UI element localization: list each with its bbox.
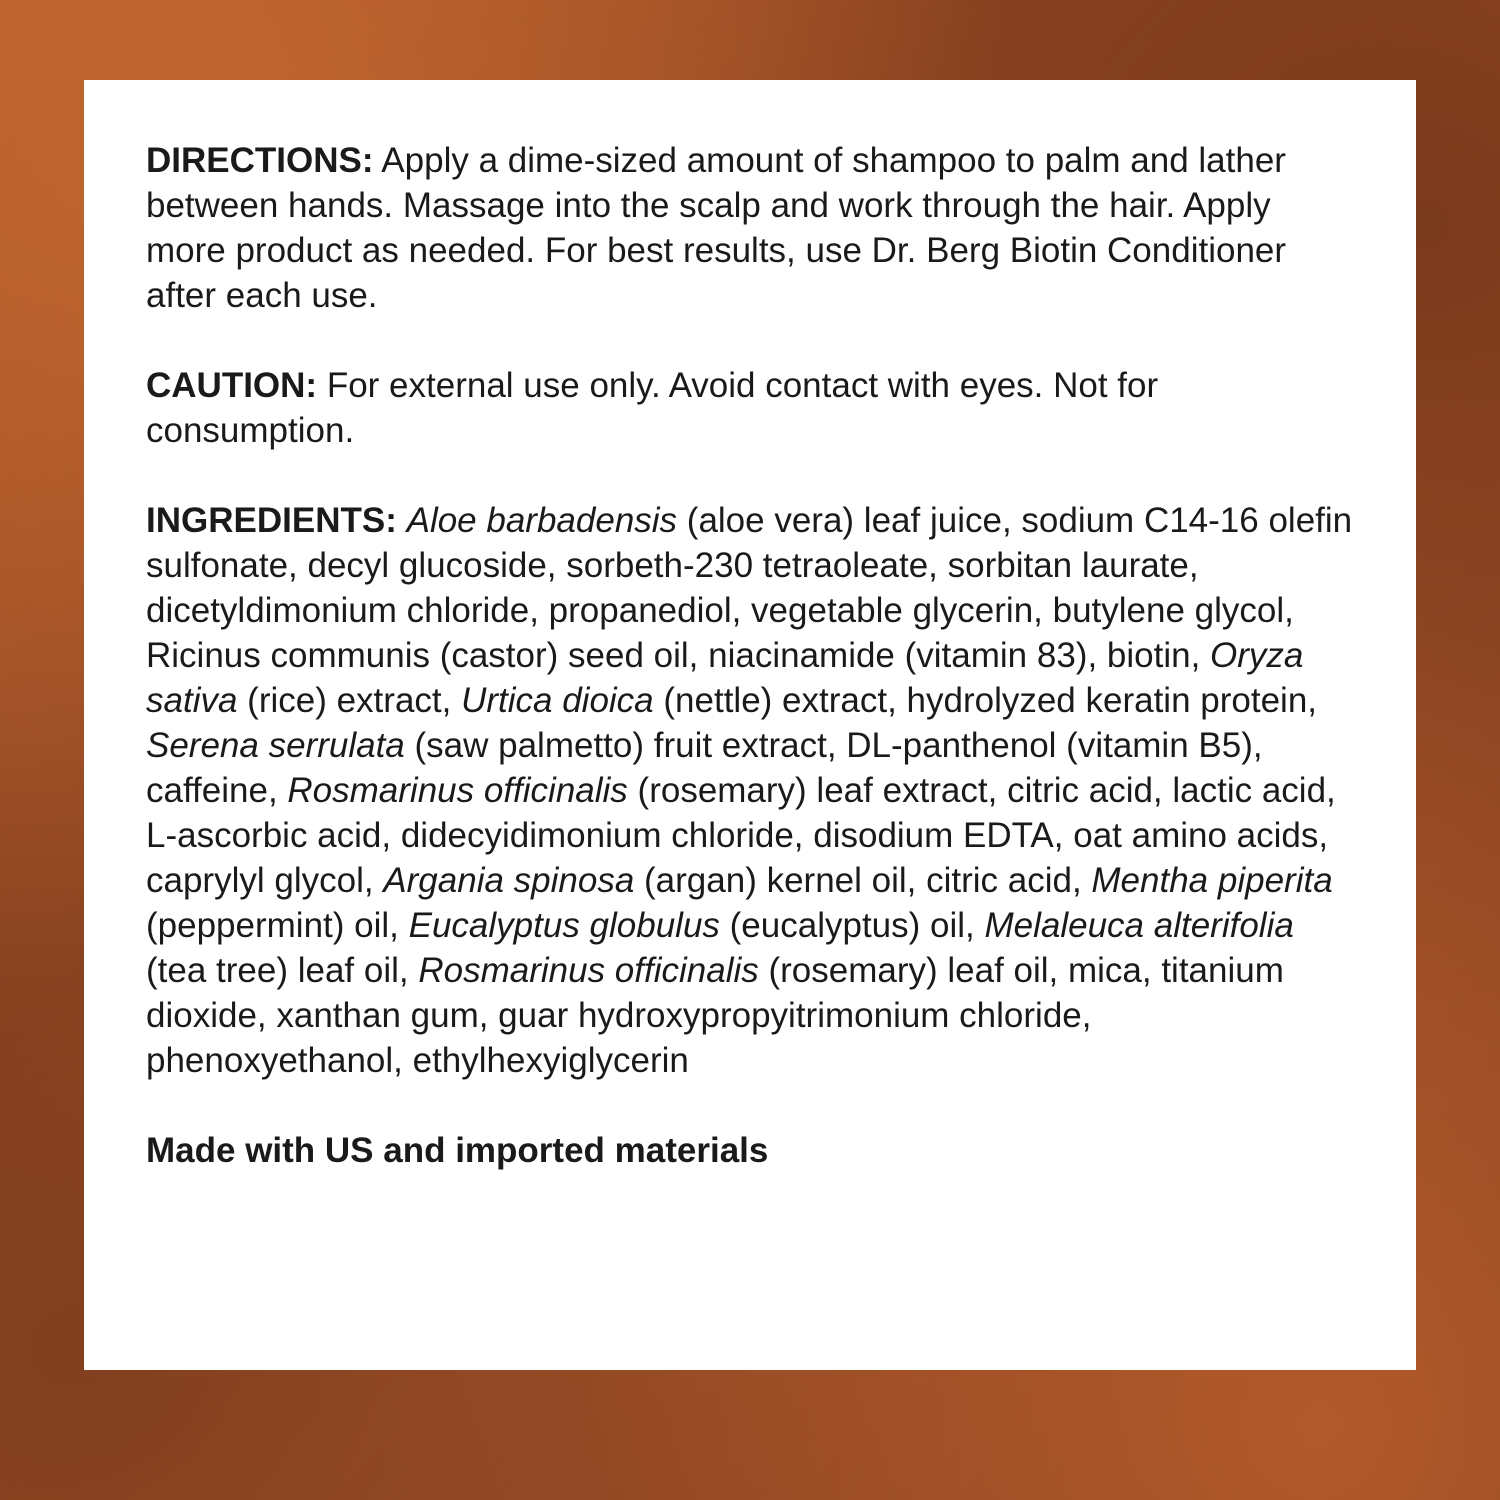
caution-label: CAUTION: — [146, 366, 318, 405]
ingredients-text: (tea tree) leaf oil, — [146, 951, 419, 990]
caution-paragraph — [146, 363, 1356, 453]
ingredients-text: (eucalyptus) oil, — [719, 906, 985, 945]
ingredient-botanical: Rosmarinus officinalis — [418, 951, 759, 990]
ingredient-botanical: Oryza sativa — [146, 636, 1304, 720]
ingredients-paragraph — [146, 498, 1356, 1083]
ingredients-text — [397, 501, 407, 540]
ingredients-label: INGREDIENTS: — [146, 501, 397, 540]
ingredient-botanical: Mentha piperita — [1091, 861, 1333, 900]
ingredient-botanical: Argania spinosa — [383, 861, 635, 900]
label-panel — [84, 80, 1416, 1370]
ingredients-text: (aloe vera) leaf juice, sodium C14-16 olefin sulfonate, decyl glucoside, sorbeth-230 tetraoleate, sorbitan laurate, dicetyldimonium chloride, propanediol, vegetable glycerin, butylene glycol, Ricinus communis (castor) seed oil, niacinamide (vitamin 83), biotin, — [146, 501, 1353, 675]
ingredients-text: (nettle) extract, hydrolyzed keratin protein, — [653, 681, 1318, 720]
directions-label: DIRECTIONS: — [146, 141, 374, 180]
ingredient-botanical: Eucalyptus globulus — [408, 906, 720, 945]
directions-paragraph — [146, 138, 1356, 318]
ingredient-botanical: Serena serrulata — [146, 726, 405, 765]
directions-text: Apply a dime-sized amount of shampoo to palm and lather between hands. Massage into the scalp and work through the hair. Apply more product as needed. For best results, use Dr. Berg Biotin Conditioner after each use. — [146, 141, 1287, 315]
caution-text: For external use only. Avoid contact with eyes. Not for consumption. — [146, 366, 1159, 450]
ingredient-botanical: Melaleuca alterifolia — [984, 906, 1294, 945]
ingredients-text: (peppermint) oil, — [146, 906, 409, 945]
ingredient-botanical: Rosmarinus officinalis — [287, 771, 628, 810]
ingredients-text: (argan) kernel oil, citric acid, — [634, 861, 1092, 900]
ingredients-text: (rosemary) leaf oil, mica, titanium dioxide, xanthan gum, guar hydroxypropyitrimonium chloride, phenoxyethanol, ethylhexyiglycerin — [146, 951, 1284, 1080]
ingredient-botanical: Urtica dioica — [461, 681, 654, 720]
ingredients-text: (rice) extract, — [237, 681, 462, 720]
ingredients-text: (saw palmetto) fruit extract, DL-panthenol (vitamin B5), caffeine, — [146, 726, 1263, 810]
ingredients-text: (rosemary) leaf extract, citric acid, lactic acid, L-ascorbic acid, didecyidimonium chloride, disodium EDTA, oat amino acids, caprylyl glycol, — [146, 771, 1336, 900]
ingredient-botanical: Aloe barbadensis — [406, 501, 678, 540]
made-with-note: Made with US and imported materials — [146, 1131, 769, 1170]
